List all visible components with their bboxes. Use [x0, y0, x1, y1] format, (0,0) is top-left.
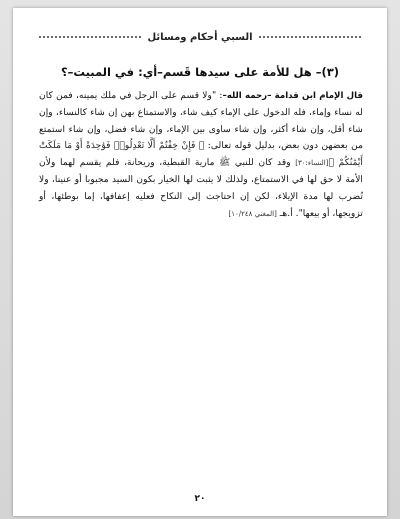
quote-text-part2: وقد كان للنبي ﷺ مارية القبطية، وريحانة، فلم يقسم لهما ولأن الأمة لا حق لها في الاستمتاع، ولذلك لا يثبت لها الخيار بكون السيد مجبوبا أو عنينا، ولا تُضرب لها مدة الإيلاء، لكن إن احتاجت إلى النكاح فعليه إعفافها، إما بوطئها، أو تزويجها، أو بيعها". أ.هـ	[39, 157, 363, 219]
scholar-attribution: قال الإمام ابن قدامة –رحمه الله–	[222, 91, 363, 101]
section-heading: (٣)– هل للأمة على سيدها قَسم–أي: في المبيت–؟	[60, 65, 340, 79]
quran-reference: [النساء:٣٠]	[295, 159, 329, 168]
running-header-title: السبي أحكام ومسائل	[147, 31, 253, 43]
document-page	[13, 8, 387, 516]
quote-text-part1: : "ولا قسم على الرجل في ملك يمينه، فمن كان له نساء وإماء، فله الدخول على الإماء كيف شاء، والاستمتاع بهن إن شاء كالنساء، وإن شاء أقل، وإن شاء أكثر، وإن شاء ساوى بين الإماء، وإن شاء فضل، وإن شاء استمتع من بعضهن دون بعض، بدليل قوله تعالى:	[39, 90, 363, 152]
quran-verse: ﴿ فَإِنْ خِفْتُمْ أَلَّا تَعْدِلُوا۟ فَوَٰحِدَةً أَوْ مَا مَلَكَتْ أَيْمَٰنُكُمْ ﴾	[39, 140, 363, 169]
source-reference: [المغني ١٠/٢٤٨]	[228, 209, 277, 218]
header-dotted-rule-right	[259, 36, 361, 38]
body-paragraph	[39, 88, 363, 222]
page-number: ٢٠	[194, 494, 206, 504]
header-dotted-rule-left	[39, 36, 141, 38]
running-header	[35, 28, 365, 46]
